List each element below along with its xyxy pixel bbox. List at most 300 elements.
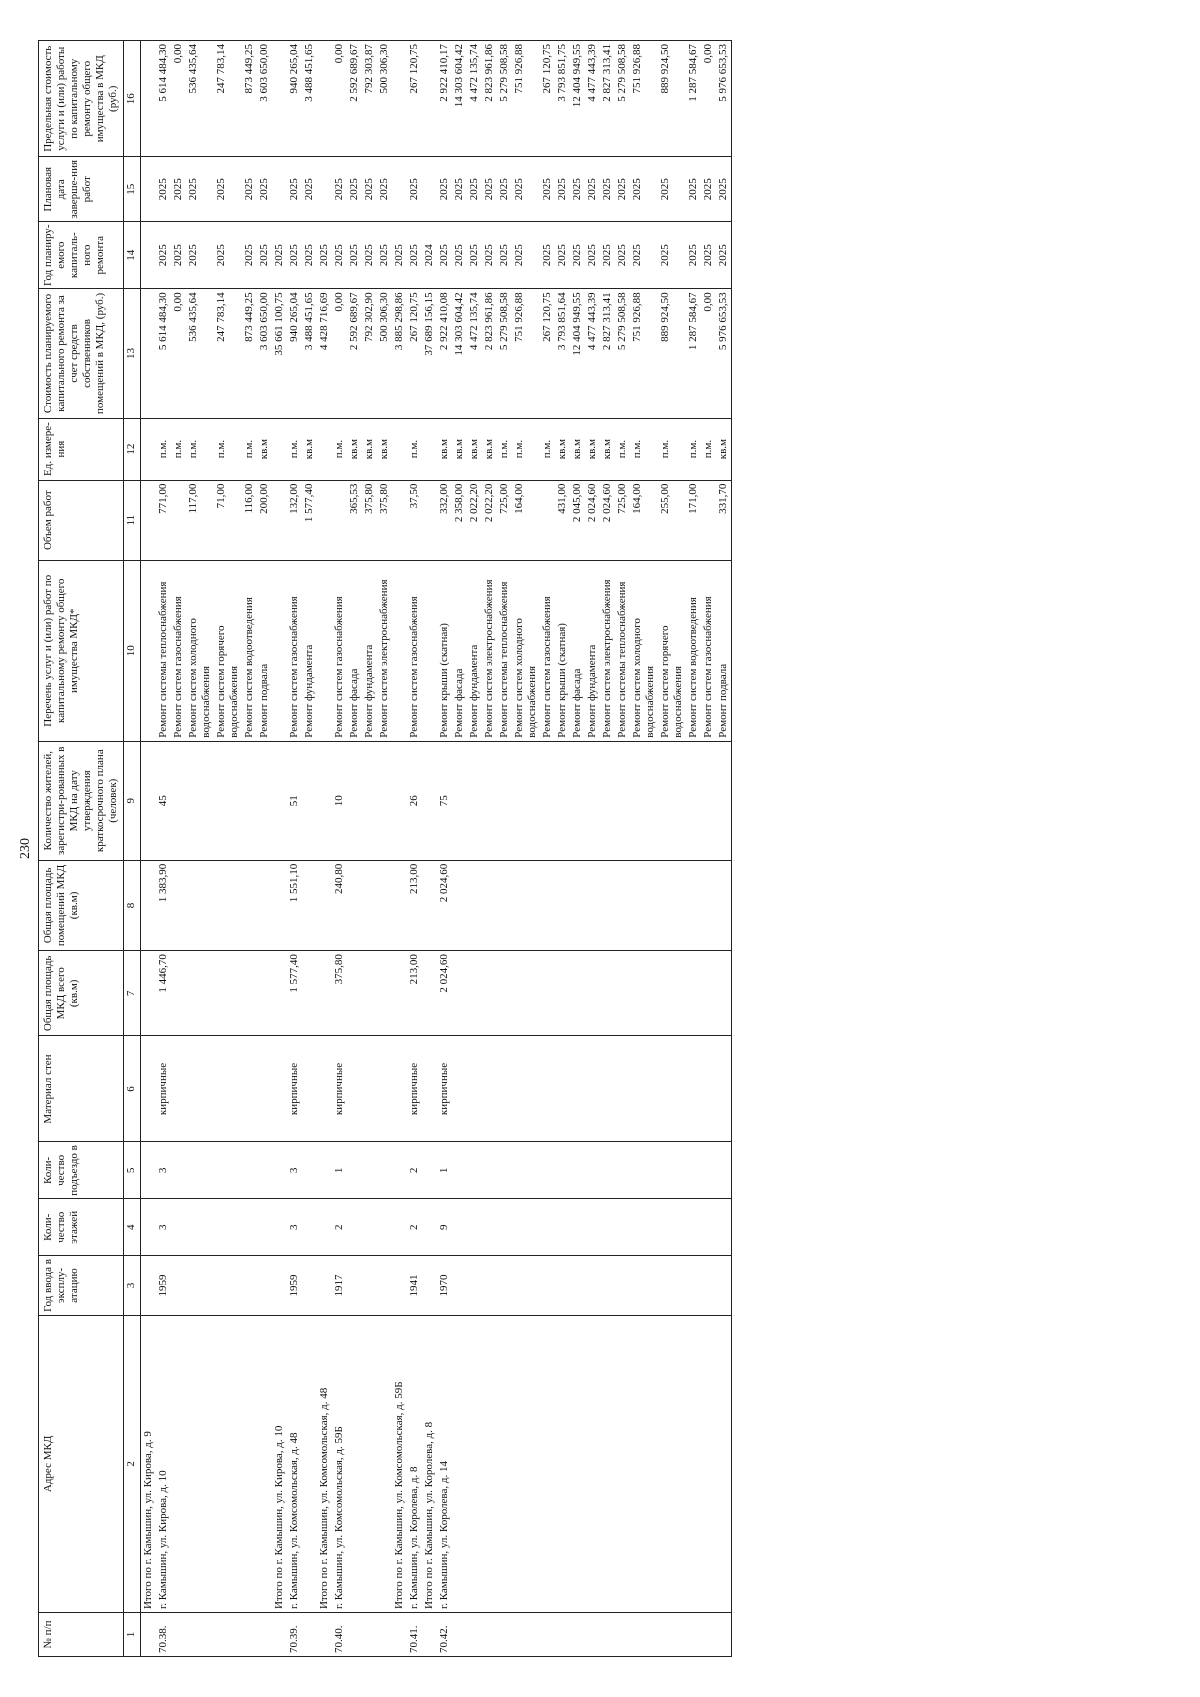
table-cell xyxy=(701,1036,716,1142)
table-cell xyxy=(686,860,701,950)
cost: 2 922 410,08 xyxy=(437,289,452,418)
work-name: Ремонт подвала xyxy=(257,560,272,741)
entrances: 2 xyxy=(407,1142,422,1199)
commission-year xyxy=(497,1256,512,1315)
table-cell xyxy=(555,860,570,950)
column-header: Количество жителей, зарегистри-рованных в МКД на дату утверждения краткосрочного плана (человек) xyxy=(39,741,124,860)
rooms-area xyxy=(257,860,272,950)
limit-cost: 2 823 961,86 xyxy=(482,41,497,157)
unit: п.м. xyxy=(214,418,242,480)
rooms-area xyxy=(186,860,214,950)
work-volume xyxy=(701,480,716,560)
column-number: 16 xyxy=(124,41,141,157)
table-cell xyxy=(422,157,437,222)
table-cell xyxy=(392,1199,407,1256)
table-cell xyxy=(141,741,157,860)
repair-year: 2025 xyxy=(171,222,186,289)
total-area xyxy=(242,951,257,1036)
repair-year: 2025 xyxy=(302,222,317,289)
total-area: 1 577,40 xyxy=(287,951,302,1036)
row-number xyxy=(497,1613,512,1657)
work-volume: 132,00 xyxy=(287,480,302,560)
residents: 45 xyxy=(156,741,171,860)
limit-cost: 5 614 484,30 xyxy=(156,41,171,157)
residents xyxy=(242,741,257,860)
work-name: Ремонт крыши (скатная) xyxy=(555,560,570,741)
table-cell xyxy=(272,1256,287,1315)
cost: 247 783,14 xyxy=(214,289,242,418)
table-cell xyxy=(600,1036,615,1142)
limit-cost: 14 303 604,42 xyxy=(452,41,467,157)
repair-year: 2025 xyxy=(716,222,732,289)
table-cell xyxy=(141,1199,157,1256)
repair-year: 2025 xyxy=(701,222,716,289)
end-date: 2025 xyxy=(452,157,467,222)
table-cell xyxy=(630,1613,658,1657)
table-cell xyxy=(272,41,287,157)
total-area xyxy=(347,951,362,1036)
cost: 5 976 653,53 xyxy=(716,289,732,418)
work-name: Ремонт систем газоснабжения xyxy=(407,560,422,741)
end-date: 2025 xyxy=(156,157,171,222)
work-volume: 164,00 xyxy=(512,480,540,560)
rooms-area xyxy=(467,860,482,950)
table-cell xyxy=(615,1613,630,1657)
table-cell xyxy=(317,860,332,950)
commission-year xyxy=(482,1256,497,1315)
table-row xyxy=(287,41,302,1657)
limit-cost: 267 120,75 xyxy=(540,41,555,157)
table-row xyxy=(686,41,701,1657)
work-volume: 431,00 xyxy=(555,480,570,560)
residents xyxy=(452,741,467,860)
total-label: Итого по г. Камышин, ул. Комсомольская, д. 59Б xyxy=(392,1315,407,1612)
table-cell xyxy=(600,860,615,950)
unit: п.м. xyxy=(407,418,422,480)
rooms-area xyxy=(302,860,317,950)
floors xyxy=(302,1199,317,1256)
table-cell xyxy=(630,1256,658,1315)
table-cell xyxy=(272,418,287,480)
table-row xyxy=(482,41,497,1657)
table-cell xyxy=(615,1199,630,1256)
table-row xyxy=(302,41,317,1657)
residents xyxy=(512,741,540,860)
table-cell xyxy=(272,157,287,222)
repair-year: 2025 xyxy=(214,222,242,289)
row-number xyxy=(302,1613,317,1657)
table-cell xyxy=(658,1199,686,1256)
row-number xyxy=(362,1613,377,1657)
limit-cost: 247 783,14 xyxy=(214,41,242,157)
work-name: Ремонт системы теплоснабжения xyxy=(615,560,630,741)
total-area xyxy=(377,951,392,1036)
limit-cost: 4 477 443,39 xyxy=(585,41,600,157)
end-date: 2025 xyxy=(257,157,272,222)
end-date: 2025 xyxy=(555,157,570,222)
work-volume xyxy=(171,480,186,560)
total-cost xyxy=(141,289,157,418)
floors: 9 xyxy=(437,1199,452,1256)
end-date: 2025 xyxy=(186,157,214,222)
entrances xyxy=(362,1142,377,1199)
column-number: 5 xyxy=(124,1142,141,1199)
work-volume: 375,80 xyxy=(377,480,392,560)
cost: 5 279 508,58 xyxy=(615,289,630,418)
table-row xyxy=(242,41,257,1657)
entrances xyxy=(512,1142,540,1199)
work-volume: 331,70 xyxy=(716,480,732,560)
table-cell xyxy=(658,951,686,1036)
wall-material xyxy=(377,1036,392,1142)
floors xyxy=(214,1199,242,1256)
total-year: 2025 xyxy=(392,222,407,289)
row-number xyxy=(214,1613,242,1657)
table-cell xyxy=(585,1613,600,1657)
row-number-cell xyxy=(422,1613,437,1657)
table-cell xyxy=(141,41,157,157)
floors xyxy=(347,1199,362,1256)
table-cell xyxy=(716,1199,732,1256)
commission-year xyxy=(452,1256,467,1315)
repair-year: 2025 xyxy=(585,222,600,289)
table-cell xyxy=(570,860,585,950)
table-cell xyxy=(658,860,686,950)
table-cell xyxy=(570,1613,585,1657)
table-row xyxy=(407,41,422,1657)
table-cell xyxy=(716,860,732,950)
row-number xyxy=(512,1613,540,1657)
total-area xyxy=(171,951,186,1036)
work-name: Ремонт систем газоснабжения xyxy=(171,560,186,741)
table-cell xyxy=(540,1256,555,1315)
address xyxy=(377,1315,392,1612)
table-cell xyxy=(600,1142,615,1199)
rooms-area xyxy=(497,860,512,950)
table-cell xyxy=(422,860,437,950)
limit-cost: 0,00 xyxy=(171,41,186,157)
row-number xyxy=(171,1613,186,1657)
total-year xyxy=(141,222,157,289)
table-row xyxy=(570,41,585,1657)
table-cell xyxy=(555,741,570,860)
column-number: 1 xyxy=(124,1613,141,1657)
wall-material: кирпичные xyxy=(287,1036,302,1142)
table-cell xyxy=(272,1036,287,1142)
work-volume xyxy=(540,480,555,560)
table-cell xyxy=(317,560,332,741)
wall-material xyxy=(257,1036,272,1142)
repair-year: 2025 xyxy=(332,222,347,289)
end-date: 2025 xyxy=(467,157,482,222)
unit: п.м. xyxy=(171,418,186,480)
column-header: Год планиру-емого капиталь-ного ремонта xyxy=(39,222,124,289)
table-cell xyxy=(317,1142,332,1199)
end-date: 2025 xyxy=(407,157,422,222)
column-number: 6 xyxy=(124,1036,141,1142)
row-number-cell xyxy=(317,1613,332,1657)
limit-cost: 2 592 689,67 xyxy=(347,41,362,157)
row-number-cell xyxy=(392,1613,407,1657)
table-cell xyxy=(317,741,332,860)
unit: кв.м xyxy=(452,418,467,480)
table-cell xyxy=(540,1199,555,1256)
row-number xyxy=(257,1613,272,1657)
end-date: 2025 xyxy=(287,157,302,222)
limit-cost: 2 922 410,17 xyxy=(437,41,452,157)
work-volume: 71,00 xyxy=(214,480,242,560)
wall-material xyxy=(497,1036,512,1142)
table-cell xyxy=(716,1256,732,1315)
unit: п.м. xyxy=(630,418,658,480)
commission-year xyxy=(512,1256,540,1315)
table-cell xyxy=(585,1199,600,1256)
table-cell xyxy=(686,741,701,860)
table-cell xyxy=(422,418,437,480)
wall-material: кирпичные xyxy=(437,1036,452,1142)
table-cell xyxy=(600,951,615,1036)
wall-material xyxy=(482,1036,497,1142)
table-cell xyxy=(615,951,630,1036)
entrances xyxy=(186,1142,214,1199)
entrances: 3 xyxy=(156,1142,171,1199)
table-cell xyxy=(615,860,630,950)
cost: 940 265,04 xyxy=(287,289,302,418)
work-volume: 255,00 xyxy=(658,480,686,560)
residents: 51 xyxy=(287,741,302,860)
end-date: 2025 xyxy=(347,157,362,222)
table-cell xyxy=(540,951,555,1036)
address xyxy=(186,1315,214,1612)
address xyxy=(302,1315,317,1612)
table-cell xyxy=(701,1613,716,1657)
commission-year xyxy=(186,1256,214,1315)
entrances xyxy=(347,1142,362,1199)
commission-year xyxy=(242,1256,257,1315)
table-cell xyxy=(141,560,157,741)
work-name: Ремонт фундамента xyxy=(362,560,377,741)
total-area xyxy=(467,951,482,1036)
table-row xyxy=(332,41,347,1657)
table-cell xyxy=(716,1315,732,1612)
limit-cost: 5 279 508,58 xyxy=(615,41,630,157)
table-cell xyxy=(272,480,287,560)
table-cell xyxy=(615,1256,630,1315)
column-number: 11 xyxy=(124,480,141,560)
table-cell xyxy=(540,1036,555,1142)
end-date: 2025 xyxy=(214,157,242,222)
table-cell xyxy=(141,1256,157,1315)
work-name: Ремонт систем газоснабжения xyxy=(332,560,347,741)
total-area xyxy=(257,951,272,1036)
work-name: Ремонт систем электроснабжения xyxy=(377,560,392,741)
table-cell xyxy=(555,1036,570,1142)
unit: кв.м xyxy=(600,418,615,480)
table-cell xyxy=(701,860,716,950)
end-date: 2025 xyxy=(362,157,377,222)
work-name: Ремонт крыши (скатная) xyxy=(437,560,452,741)
wall-material: кирпичные xyxy=(407,1036,422,1142)
unit: кв.м xyxy=(437,418,452,480)
table-row xyxy=(658,41,686,1657)
table-cell xyxy=(540,860,555,950)
limit-cost: 940 265,04 xyxy=(287,41,302,157)
rooms-area xyxy=(171,860,186,950)
cost: 751 926,88 xyxy=(512,289,540,418)
cost: 536 435,64 xyxy=(186,289,214,418)
work-name: Ремонт систем водоотведения xyxy=(686,560,701,741)
residents: 75 xyxy=(437,741,452,860)
end-date: 2025 xyxy=(701,157,716,222)
column-header: Ед. измере-ния xyxy=(39,418,124,480)
unit: п.м. xyxy=(615,418,630,480)
table-cell xyxy=(422,741,437,860)
limit-cost: 1 287 584,67 xyxy=(686,41,701,157)
unit: п.м. xyxy=(540,418,555,480)
limit-cost: 536 435,64 xyxy=(186,41,214,157)
unit: п.м. xyxy=(156,418,171,480)
residents: 26 xyxy=(407,741,422,860)
column-header: Плановая дата заверше-ния работ xyxy=(39,157,124,222)
table-row xyxy=(214,41,242,1657)
table-cell xyxy=(272,741,287,860)
row-number xyxy=(467,1613,482,1657)
commission-year xyxy=(347,1256,362,1315)
table-cell xyxy=(555,1315,570,1612)
column-number: 13 xyxy=(124,289,141,418)
repair-year: 2025 xyxy=(600,222,615,289)
cost: 751 926,88 xyxy=(630,289,658,418)
address: г. Камышин, ул. Королева, д. 14 xyxy=(437,1315,452,1612)
repair-year: 2025 xyxy=(362,222,377,289)
commission-year xyxy=(302,1256,317,1315)
unit: п.м. xyxy=(186,418,214,480)
work-name: Ремонт подвала xyxy=(716,560,732,741)
total-cost: 37 689 156,15 xyxy=(422,289,437,418)
end-date: 2025 xyxy=(332,157,347,222)
entrances: 3 xyxy=(287,1142,302,1199)
table-cell xyxy=(317,951,332,1036)
table-cell xyxy=(392,157,407,222)
table-cell xyxy=(630,951,658,1036)
table-cell xyxy=(392,1036,407,1142)
end-date: 2025 xyxy=(540,157,555,222)
work-name: Ремонт фундамента xyxy=(585,560,600,741)
table-cell xyxy=(540,1142,555,1199)
table-cell xyxy=(630,1199,658,1256)
row-number xyxy=(186,1613,214,1657)
table-row xyxy=(347,41,362,1657)
entrances xyxy=(452,1142,467,1199)
table-cell xyxy=(272,1142,287,1199)
work-volume: 2 045,00 xyxy=(570,480,585,560)
unit: кв.м xyxy=(302,418,317,480)
total-area: 2 024,60 xyxy=(437,951,452,1036)
wall-material: кирпичные xyxy=(156,1036,171,1142)
table-cell xyxy=(600,1199,615,1256)
total-year: 2025 xyxy=(272,222,287,289)
column-header: № п/п xyxy=(39,1613,124,1657)
entrances xyxy=(302,1142,317,1199)
floors xyxy=(362,1199,377,1256)
cost: 2 823 961,86 xyxy=(482,289,497,418)
table-cell xyxy=(701,1256,716,1315)
work-volume: 1 577,40 xyxy=(302,480,317,560)
table-row xyxy=(317,41,332,1657)
work-name: Ремонт систем электроснабжения xyxy=(482,560,497,741)
entrances xyxy=(214,1142,242,1199)
table-row xyxy=(437,41,452,1657)
work-name: Ремонт систем электроснабжения xyxy=(600,560,615,741)
work-name: Ремонт систем холодного водоснабжения xyxy=(512,560,540,741)
address: г. Камышин, ул. Комсомольская, д. 59Б xyxy=(332,1315,347,1612)
limit-cost: 3 488 451,65 xyxy=(302,41,317,157)
column-number: 2 xyxy=(124,1315,141,1612)
table-cell xyxy=(392,860,407,950)
repair-year: 2025 xyxy=(287,222,302,289)
repair-year: 2025 xyxy=(615,222,630,289)
work-volume: 164,00 xyxy=(630,480,658,560)
commission-year xyxy=(171,1256,186,1315)
cost: 792 302,90 xyxy=(362,289,377,418)
table-row xyxy=(467,41,482,1657)
limit-cost: 4 472 135,74 xyxy=(467,41,482,157)
cost: 2 827 313,41 xyxy=(600,289,615,418)
rooms-area xyxy=(347,860,362,950)
limit-cost: 751 926,88 xyxy=(512,41,540,157)
commission-year xyxy=(214,1256,242,1315)
cost: 3 793 851,64 xyxy=(555,289,570,418)
entrances xyxy=(467,1142,482,1199)
commission-year: 1970 xyxy=(437,1256,452,1315)
rooms-area: 240,80 xyxy=(332,860,347,950)
work-volume: 365,53 xyxy=(347,480,362,560)
work-volume: 2 024,60 xyxy=(600,480,615,560)
end-date: 2025 xyxy=(497,157,512,222)
row-number xyxy=(452,1613,467,1657)
unit: кв.м xyxy=(377,418,392,480)
repair-year: 2025 xyxy=(630,222,658,289)
commission-year: 1917 xyxy=(332,1256,347,1315)
row-number: 70.40. xyxy=(332,1613,347,1657)
table-cell xyxy=(716,1142,732,1199)
row-number xyxy=(377,1613,392,1657)
work-volume: 171,00 xyxy=(686,480,701,560)
table-cell xyxy=(392,560,407,741)
cost: 1 287 584,67 xyxy=(686,289,701,418)
entrances: 1 xyxy=(332,1142,347,1199)
table-cell xyxy=(630,860,658,950)
rooms-area xyxy=(377,860,392,950)
table-row xyxy=(512,41,540,1657)
limit-cost: 873 449,25 xyxy=(242,41,257,157)
table-cell xyxy=(392,741,407,860)
row-number: 70.41. xyxy=(407,1613,422,1657)
work-volume: 2 022,20 xyxy=(467,480,482,560)
rooms-area: 2 024,60 xyxy=(437,860,452,950)
work-volume: 200,00 xyxy=(257,480,272,560)
page-number: 230 xyxy=(18,838,33,859)
floors xyxy=(171,1199,186,1256)
cost: 0,00 xyxy=(701,289,716,418)
table-cell xyxy=(540,741,555,860)
total-area: 375,80 xyxy=(332,951,347,1036)
total-area: 1 446,70 xyxy=(156,951,171,1036)
entrances xyxy=(257,1142,272,1199)
total-cost: 3 885 298,86 xyxy=(392,289,407,418)
end-date: 2025 xyxy=(171,157,186,222)
table-cell xyxy=(570,1315,585,1612)
